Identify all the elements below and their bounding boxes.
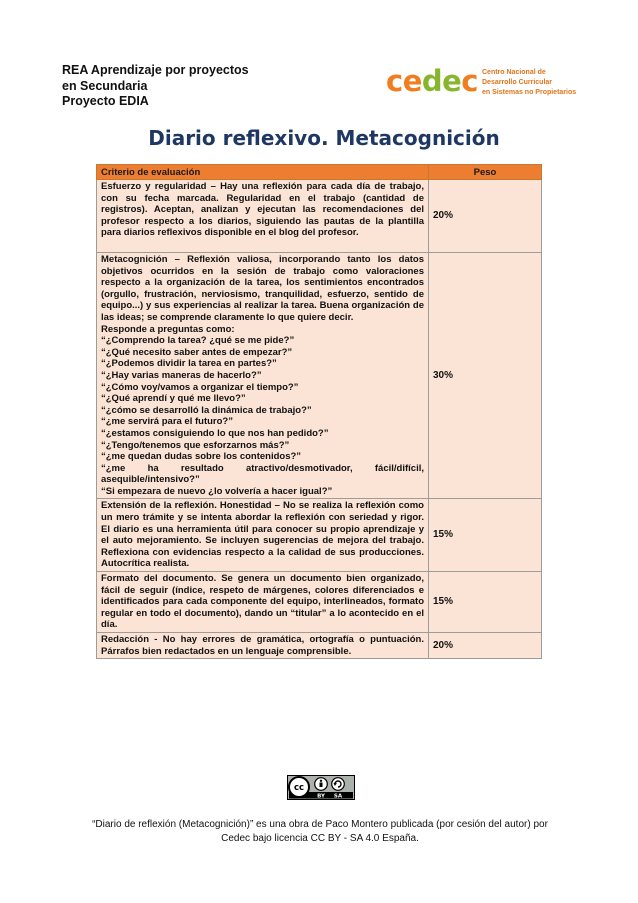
header-line-level: en Secundaria xyxy=(62,78,148,93)
table-row xyxy=(97,572,542,633)
criterion-text: “Si empezara de nuevo ¿lo volvería a hacer igual?” xyxy=(101,485,333,497)
cedec-logo xyxy=(386,66,586,104)
cedec-wordmark: cedec xyxy=(386,64,478,98)
criterion-text: “¿Qué aprendí y qué me llevo?” xyxy=(101,393,246,405)
criterion-text: “¿me servirá para el futuro?” xyxy=(101,416,233,428)
criterion-text: Extensión de la reflexión. Honestidad – No se realiza la reflexión como un mero trámite y se intenta abordar la reflexión con seriedad y rigor. El diario es una herramienta útil para conocer su propio aprendizaje y el auto mejoramiento. Se incluyen sugerencias de mejora del trabajo. Reflexiona con evidencias respecto a la calidad de sus producciones. Autocrítica realista. xyxy=(101,500,424,570)
criterion-cell xyxy=(97,253,429,499)
criterion-text: “¿me quedan dudas sobre los contenidos?” xyxy=(101,451,302,463)
svg-text:BY: BY xyxy=(317,793,325,800)
license-footer xyxy=(60,818,580,846)
criterion-text: “¿Hay varias maneras de hacerlo?” xyxy=(101,369,262,381)
criterion-text: “¿estamos consiguiendo lo que nos han pedido?” xyxy=(101,427,329,439)
footer-line-2: Cedec bajo licencia CC BY - SA 4.0 España. xyxy=(221,833,419,844)
footer-line-1: “Diario de reflexión (Metacognición)” es una obra de Paco Montero publicada (por cesión del autor) por xyxy=(92,819,548,830)
cedec-logo-caption: Centro Nacional de Desarrollo Curricular en Sistemas no Propietarios xyxy=(482,69,577,96)
table-row xyxy=(97,253,542,499)
table-row xyxy=(97,499,542,572)
criterion-text: “¿Podemos dividir la tarea en partes?” xyxy=(101,358,277,370)
table-header-row xyxy=(97,165,542,180)
criterion-text: Formato del documento. Se genera un documento bien organizado, fácil de seguir (índice, respeto de márgenes, colores diferenciados e identificados para cada componente del equipo, interlineados, formato regular en todo el documento), dando un “titular” a lo acontecido en el día. xyxy=(101,573,424,631)
criterion-text: “¿Comprendo la tarea? ¿qué se me pide?” xyxy=(101,335,295,347)
criterion-text: “¿Qué necesito saber antes de empezar?” xyxy=(101,346,293,358)
criterion-text: “¿cómo se desarrolló la dinámica de trabajo?” xyxy=(101,404,312,416)
criterion-cell xyxy=(97,180,429,253)
svg-text:cc: cc xyxy=(293,783,305,793)
header-line-edia: Proyecto EDIA xyxy=(62,94,149,108)
criterion-text: Responde a preguntas como: xyxy=(101,323,235,335)
weight-header: Peso xyxy=(429,165,542,180)
weight-cell: 15% xyxy=(429,499,542,572)
criterion-text: Esfuerzo y regularidad – Hay una reflexión para cada día de trabajo, con su fecha marcada. Regularidad en el trabajo (cantidad de registros). Aceptan, analizan y ejecutan las recomendaciones del profesor respecto a los diarios, siguiendo las pautas de la plantilla para diarios reflexivos disponible en el blog del profesor. xyxy=(101,181,424,239)
document-header xyxy=(62,63,249,110)
criterion-text: “¿Cómo voy/vamos a organizar el tiempo?” xyxy=(101,381,299,393)
page-title: Diario reflexivo. Metacognición xyxy=(148,126,500,150)
table-row xyxy=(97,180,542,253)
cc-by-sa-license-badge xyxy=(287,775,355,800)
weight-cell: 30% xyxy=(429,253,542,499)
weight-cell: 15% xyxy=(429,572,542,633)
table-row xyxy=(97,633,542,659)
criterion-cell xyxy=(97,633,429,659)
criterion-text: “¿Tengo/tenemos que esforzarnos más?” xyxy=(101,439,290,451)
criterion-cell xyxy=(97,572,429,633)
evaluation-rubric-table xyxy=(96,164,542,659)
weight-cell: 20% xyxy=(429,180,542,253)
header-line-project: REA Aprendizaje por proyectos xyxy=(62,63,249,77)
svg-text:SA: SA xyxy=(333,793,343,800)
criterion-text: “¿me ha resultado atractivo/desmotivador, fácil/difícil, asequible/intensivo?” xyxy=(101,462,424,486)
criterion-text: Redacción - No hay errores de gramática, ortografía o puntuación. Párrafos bien redactados en un lenguaje comprensible. xyxy=(101,634,424,657)
criterion-cell xyxy=(97,499,429,572)
criterion-text: Metacognición – Reflexión valiosa, incorporando tanto los datos objetivos ocurridos en la sesión de trabajo como valoraciones respecto a la organización de la tarea, los sentimientos encontrados (orgullo, frustración, nerviosismo, tranquilidad, esfuerzo, sentido de equipo...) y sus experiencias al realizar la tarea. Buena organización de las ideas; se comprende claramente lo que quiere decir. xyxy=(101,254,424,323)
weight-cell: 20% xyxy=(429,633,542,659)
criterion-header: Criterio de evaluación xyxy=(97,165,429,180)
